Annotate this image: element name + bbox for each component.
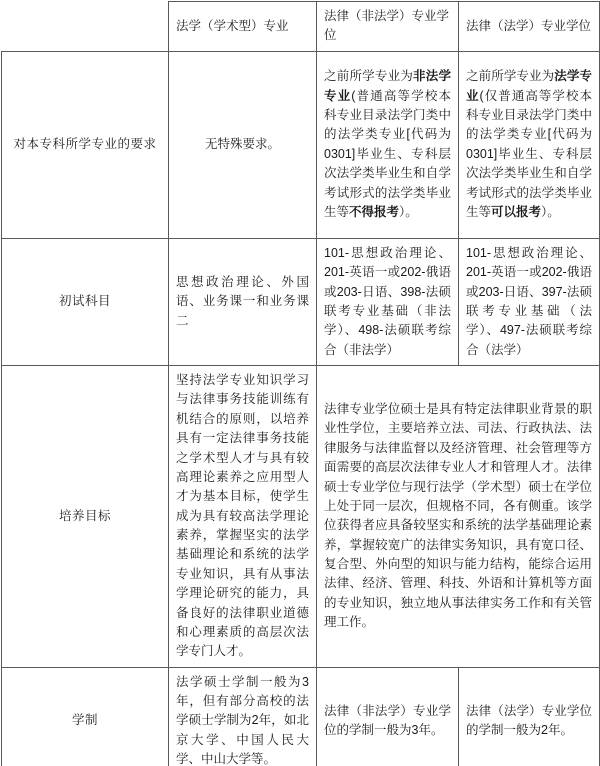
emphasis-text: 不得报考 [349, 204, 400, 219]
body-text: 之前所学专业为 [466, 69, 555, 84]
column-header-jm-law: 法律（法学）专业学位 [459, 2, 600, 52]
row-duration-cell-2 [317, 667, 459, 766]
column-header-jm-nonlaw: 法律（非法学）专业学位 [317, 2, 459, 52]
body-text: ）。 [541, 204, 560, 219]
body-text: (仅普通高等学校本科专业目录法学门类中的法学类专业[代码为0301]毕业生、专科层次法学类毕业生和自学考试形式的法学类毕业生等 [466, 88, 592, 219]
row-training-goal-cell-2 [317, 366, 600, 668]
row-exam-subjects-label: 初试科目 [2, 238, 169, 365]
body-text: 101-思想政治理论、201-英语一或202-俄语或203-日语、397-法硕联考专业基础（法学）、497-法硕联考综合（法学） [466, 245, 592, 357]
table-header-row [2, 2, 600, 52]
row-major-requirement-cell-2 [317, 51, 459, 238]
body-text: (普通高等学校本科专业目录法学门类中的法学类专业[代码为0301]毕业生、专科层次法学类毕业生和自学考试形式的法学类毕业生等 [324, 88, 451, 219]
table-body [2, 51, 600, 766]
comparison-table [1, 1, 600, 766]
row-duration-cell-1 [169, 667, 317, 766]
row-exam-subjects-cell-2 [317, 238, 459, 365]
body-text: ）。 [399, 204, 418, 219]
row-training-goal-cell-1 [169, 366, 317, 668]
row-major-requirement-label: 对本专科所学专业的要求 [2, 51, 169, 238]
row-duration-label: 学制 [2, 667, 169, 766]
row-training-goal-label: 培养目标 [2, 366, 169, 668]
body-text: 法律（非法学）专业学位的学制一般为3年。 [324, 703, 451, 738]
row-exam-subjects [2, 238, 600, 365]
row-exam-subjects-cell-1 [169, 238, 317, 365]
body-text: 法学硕士学制一般为3年，但有部分高校的法学硕士学制为2年，如北京大学、中国人民大学、中山大学等。 [176, 674, 309, 766]
row-training-goal [2, 366, 600, 668]
body-text: 无特殊要求。 [204, 137, 280, 152]
row-duration [2, 667, 600, 766]
body-text: 思想政治理论、外国语、业务课一和业务课二 [176, 274, 309, 328]
body-text: 之前所学专业为 [324, 69, 414, 84]
emphasis-text: 法学专业 [466, 69, 592, 103]
row-major-requirement-cell-1 [169, 51, 317, 238]
table-corner-cell [2, 2, 169, 52]
column-header-academic-law: 法学（学术型）专业 [169, 2, 317, 52]
body-text: 坚持法学专业知识学习与法律事务技能训练有机结合的原则，以培养具有一定法律事务技能之学术型人才与具有较高理论素养之应用型人才为基本目标，使学生成为具有较高法学理论素养，掌握坚实的法学基础理论和系统的法学专业知识，具有从事法学理论研究的能力，具备良好的法律职业道德和心理素质的高层次法学专门人才。 [176, 373, 309, 659]
row-major-requirement [2, 51, 600, 238]
body-text: 法律专业学位硕士是具有特定法律职业背景的职业性学位，主要培养立法、司法、行政执法、法律服务与法律监督以及经济管理、社会管理等方面需要的高层次法律专业人才和管理人才。法律硕士专业学位与现行法学（学术型）硕士在学位上处于同一层次，但规格不同，各有侧重。该学位获得者应具备较坚实和系统的法学基础理论素养，掌握较宽广的法律实务知识，具有宽口径、复合型、外向型的知识与能力结构，能综合运用法律、经济、管理、科技、外语和计算机等方面的专业知识，独立地从事法律实务工作和有关管理工作。 [324, 402, 592, 630]
emphasis-text: 可以报考 [491, 204, 542, 219]
row-exam-subjects-cell-3 [459, 238, 600, 365]
body-text: 101-思想政治理论、201-英语一或202-俄语或203-日语、398-法硕联考专业基础（非法学）、498-法硕联考综合（非法学） [324, 245, 451, 357]
table-header [2, 2, 600, 52]
row-major-requirement-cell-3 [459, 51, 600, 238]
emphasis-text: 非法学专业 [324, 69, 451, 103]
body-text: 法律（法学）专业学位的学制一般为2年。 [466, 703, 592, 738]
row-duration-cell-3 [459, 667, 600, 766]
